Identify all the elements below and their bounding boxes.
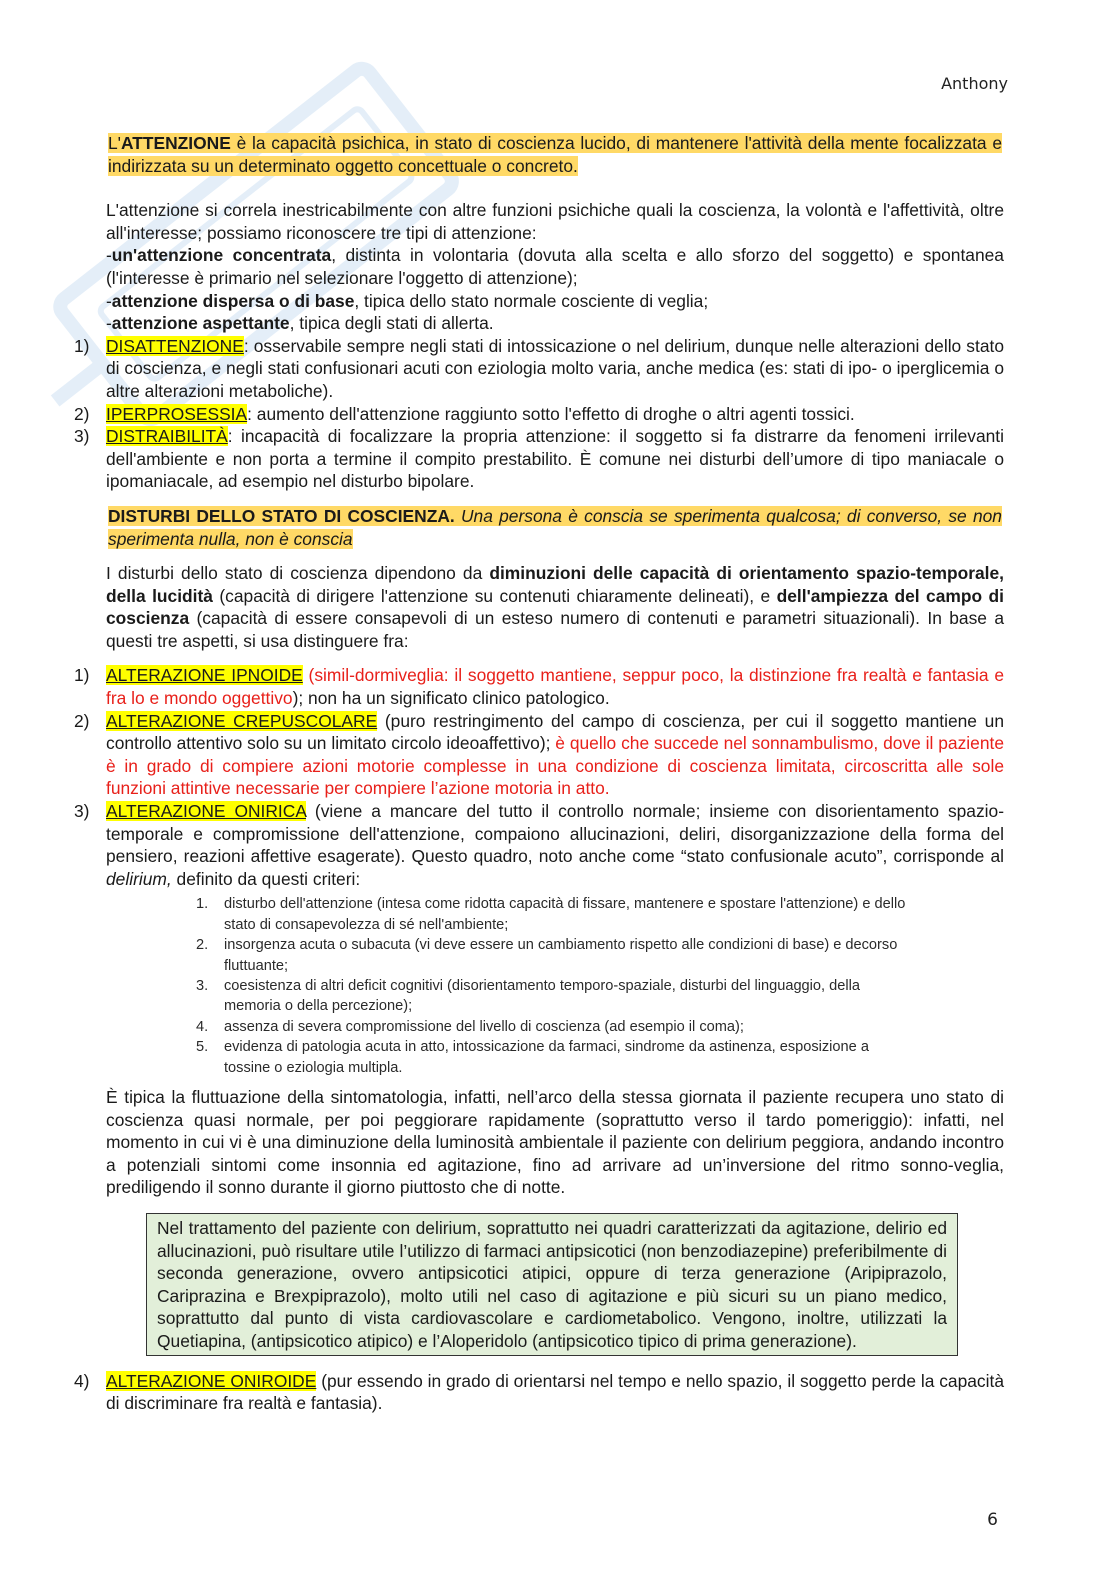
page-number: 6	[987, 1510, 998, 1530]
definition-term: ATTENZIONE	[121, 133, 231, 153]
coscienza-intro: I disturbi dello stato di coscienza dipendono da diminuzioni delle capacità di orientamento spazio-temporale, della lucidità (capacità di dirigere l'attenzione su contenuti chiaramente delineati), e dell'ampiezza del campo di coscienza (capacità di essere consapevoli di un esteso numero di contenuti e parametri situazionali). In base a questi tre aspetti, si usa distinguere fra:	[106, 563, 1004, 651]
list-item: 2) IPERPROSESSIA: aumento dell'attenzione raggiunto sotto l'effetto di droghe o altri agenti tossici.	[74, 403, 855, 424]
attention-type-item: -un'attenzione concentrata, distinta in volontaria (dovuta alla scelta e allo sforzo del soggetto) e spontanea (l'interesse è primario nel selezionare l'oggetto di attenzione);	[106, 245, 1004, 288]
list-item: 1) DISATTENZIONE: osservabile sempre negli stati di intossicazione o nel delirium, dunque nelle alterazioni dello stato di coscienza, e negli stati confusionari acuti con eziologia molto varia, anche medica (es: stati di ipo- o iperglicemia o altre alterazioni metaboliche).	[74, 335, 1004, 401]
criteria-item: 1. disturbo dell'attenzione (intesa come ridotta capacità di fissare, mantenere e spostare l'attenzione) e dello stato di consapevolezza di sé nell'ambiente;	[196, 896, 906, 933]
list-item: 1) ALTERAZIONE IPNOIDE (simil-dormiveglia: il soggetto mantiene, seppur poco, la distinzione fra realtà e fantasia e fra lo e mondo oggettivo); non ha un significato clinico patologico.	[74, 665, 1004, 709]
page-content	[74, 132, 1005, 1415]
definition-text: è la capacità psichica, in stato di coscienza lucido, di mantenere l'attività della mente focalizzata e indirizzata su un determinato oggetto concettuale o concreto.	[108, 133, 1002, 176]
list-item: 2) ALTERAZIONE CREPUSCOLARE (puro restringimento del campo di coscienza, per cui il soggetto mantiene un controllo attentivo solo su un limitato circolo ideoaffettivo); è quello che succede nel sonnambulismo, dove il paziente è in grado di compiere azioni motorie complesse in una condizione di coscienza limitata, circoscritta alle sole funzioni attintive necessarie per compiere l’azione motoria in atto.	[74, 710, 1004, 799]
criteria-item: 5. evidenza di patologia acuta in atto, intossicazione da farmaci, sindrome da astinenza, esposizione a tossine o eziologia multipla.	[196, 1039, 869, 1076]
list-item: 3) DISTRAIBILITÀ: incapacità di focalizzare la propria attenzione: il soggetto si fa distrarre da fenomeni irrilevanti dell'ambiente e non porta a termine il compito prestabilito. È comune nei disturbi dell’umore di tipo maniacale o ipomaniacale, ad esempio nel disturbo bipolare.	[74, 426, 1004, 492]
coscienza-heading	[106, 505, 1004, 550]
attenzione-definition	[106, 132, 1004, 177]
definition-prefix: L'	[108, 133, 121, 153]
fluctuation-paragraph: È tipica la fluttuazione della sintomatologia, infatti, nell’arco della stessa giornata il paziente recupera uno stato di coscienza quasi normale, per poi peggiorare rapidamente (soprattutto verso il tardo pomeriggio): infatti, nel momento in cui vi è una diminuzione della luminosità ambientale il paziente con delirium peggiora, andando incontro a potenziali sintomi come insonnia ed agitazione, fino ad arrivare ad un’inversione del ritmo sonno-veglia, prediligendo il sonno durante il giorno piuttosto che di notte.	[106, 1087, 1004, 1198]
criteria-item: 3. coesistenza di altri deficit cognitivi (disorientamento temporo-spaziale, disturbi del linguaggio, della memoria o della percezione);	[196, 978, 860, 1015]
attenzione-intro: L'attenzione si correla inestricabilmente con altre funzioni psichiche quali la coscienza, la volontà e l'affettività, oltre all'interesse; possiamo riconoscere tre tipi di attenzione:	[106, 200, 1004, 243]
section-title: DISTURBI DELLO STATO DI COSCIENZA.	[108, 505, 455, 526]
criteria-item: 2. insorgenza acuta o subacuta (vi deve essere un cambiamento rispetto alle condizioni di base) e decorso fluttuante;	[196, 937, 898, 974]
consciousness-disorders-list-continued	[74, 1370, 1004, 1415]
treatment-text: Nel trattamento del paziente con delirium, soprattutto nei quadri caratterizzati da agitazione, delirio ed allucinazioni, può risultare utile l’utilizzo di farmaci antipsicotici (non benzodiazepine) preferibilmente di seconda generazione, ovvero antipsicotici atipici, oppure di terza generazione (Aripiprazolo, Cariprazina e Brexpiprazolo), molto utili nel caso di agitazione e più sicuri su un piano medico, soprattutto dal punto di vista cardiovascolare e cardiometabolico. Vengono, inoltre, utilizzati la Quetiapina, (antipsicotico atipico) e l’Aloperidolo (antipsicotico tipico di prima generazione).	[157, 1218, 947, 1351]
section-subtitle: Una persona è conscia se sperimenta qualcosa; di converso, se non sperimenta nulla, non è conscia	[108, 505, 1002, 549]
attention-disorders-list	[74, 335, 1004, 493]
treatment-box	[146, 1213, 958, 1356]
header-author: Anthony	[941, 74, 1008, 93]
criteria-item: 4. assenza di severa compromissione del livello di coscienza (ad esempio il coma);	[196, 1018, 744, 1035]
attention-type-item: -attenzione aspettante, tipica degli stati di allerta.	[106, 313, 494, 334]
consciousness-disorders-list	[74, 664, 1005, 890]
delirium-criteria-list	[196, 894, 916, 1078]
list-item: 3) ALTERAZIONE ONIRICA (viene a mancare del tutto il controllo normale; insieme con disorientamento spazio-temporale e compromissione dell'attenzione, compaiono allucinazioni, deliri, disorganizzazione della forma del pensiero, reazioni affettive esagerate). Questo quadro, noto anche come “stato confusionale acuto”, corrisponde al delirium, definito da questi criteri:	[74, 801, 1005, 889]
attention-type-item: -attenzione dispersa o di base, tipica dello stato normale cosciente di veglia;	[106, 290, 709, 311]
list-item: 4) ALTERAZIONE ONIROIDE (pur essendo in grado di orientarsi nel tempo e nello spazio, il soggetto perde la capacità di discriminare fra realtà e fantasia).	[74, 1370, 1004, 1414]
